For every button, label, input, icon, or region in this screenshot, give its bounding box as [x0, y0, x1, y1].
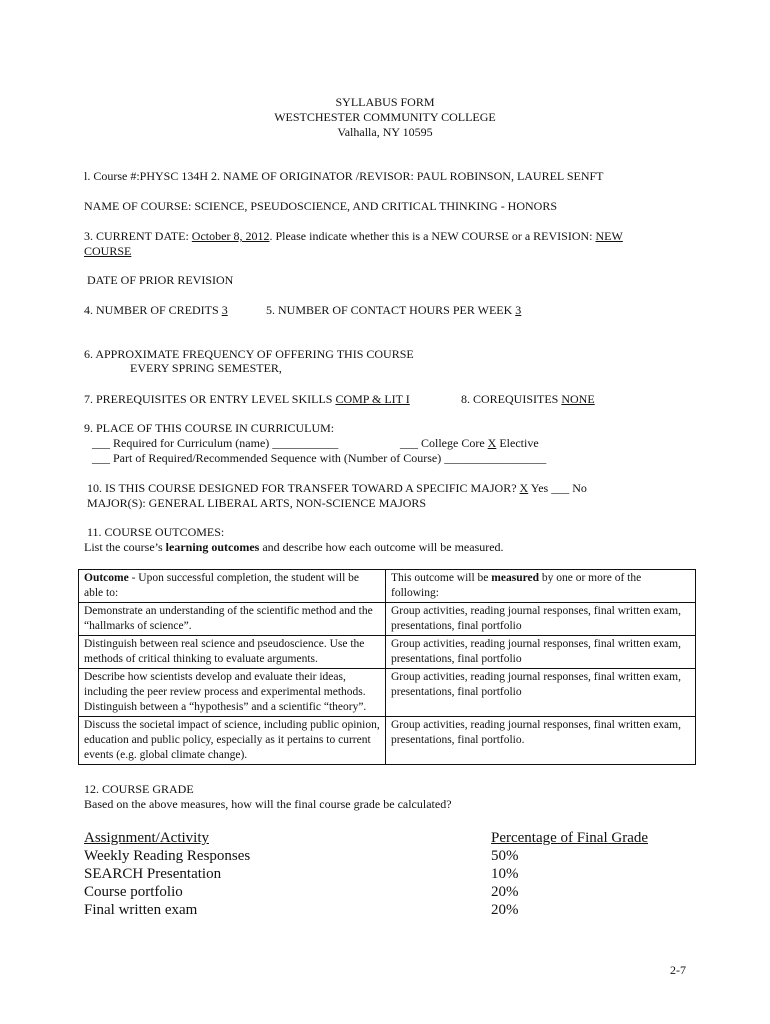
activity-item: Final written exam — [84, 902, 198, 918]
credits-label: 4. NUMBER OF CREDITS — [84, 303, 222, 317]
prerequisites-value: COMP & LIT I — [335, 392, 410, 406]
contact-hours-line — [266, 303, 521, 318]
page-number: 2-7 — [670, 963, 686, 977]
outcomes-header-row — [79, 570, 696, 603]
course-status-question: . Please indicate whether this is a NEW COURSE or a REVISION: — [269, 229, 596, 243]
credits-value: 3 — [221, 303, 228, 317]
activity-item: Course portfolio — [84, 884, 183, 900]
outcome-heading-rest: - Upon successful completion, the student will be able to: — [84, 572, 359, 599]
college-name: WESTCHESTER COMMUNITY COLLEGE — [274, 110, 496, 124]
course-outcomes-instructions — [84, 540, 504, 555]
course-grade-question: Based on the above measures, how will the final course grade be calculated? — [84, 797, 452, 811]
percent-item: 50% — [491, 848, 519, 864]
outcomes-table — [78, 569, 696, 765]
percent-header: Percentage of Final Grade — [491, 830, 649, 846]
curriculum-college-core — [400, 436, 539, 451]
percent-item: 20% — [491, 902, 519, 918]
transfer-yes-mark: X — [519, 481, 529, 495]
contact-hours-value: 3 — [515, 303, 522, 317]
credits-line — [84, 303, 228, 318]
outcomes-header-left — [79, 570, 386, 603]
form-title: SYLLABUS FORM — [335, 95, 435, 109]
measure-cell: Group activities, reading journal responses, final written exam, presentations, final portfolio. — [386, 717, 696, 765]
outcome-cell: Distinguish between real science and pseudoscience. Use the methods of critical thinking to evaluate arguments. — [79, 636, 386, 669]
instructions-text: List the course’s — [84, 540, 166, 554]
elective-label: Elective — [496, 436, 539, 450]
course-status-answer-cont: COURSE — [84, 244, 132, 258]
table-row — [79, 636, 696, 669]
percent-item: 10% — [491, 866, 519, 882]
outcome-cell: Describe how scientists develop and evaluate their ideas, including the peer review process and experimental methods. Distinguish between a “hypothesis” and a scientific “theory”. — [79, 669, 386, 717]
grade-percent-column — [491, 829, 648, 919]
course-number-originator: l. Course #:PHYSC 134H 2. NAME OF ORIGINATOR /REVISOR: PAUL ROBINSON, LAUREL SENFT — [84, 169, 604, 183]
table-row — [79, 717, 696, 765]
activity-header: Assignment/Activity — [84, 830, 209, 846]
current-date-label: 3. CURRENT DATE: — [84, 229, 192, 243]
prerequisites-label: 7. PREREQUISITES OR ENTRY LEVEL SKILLS — [84, 392, 336, 406]
prerequisites-line — [84, 392, 410, 407]
measure-heading-bold: measured — [491, 572, 539, 584]
current-date-line — [84, 229, 623, 244]
frequency-value: EVERY SPRING SEMESTER, — [130, 361, 282, 375]
measure-cell: Group activities, reading journal responses, final written exam, presentations, final portfolio — [386, 603, 696, 636]
measure-cell: Group activities, reading journal responses, final written exam, presentations, final portfolio — [386, 669, 696, 717]
transfer-line — [87, 481, 587, 496]
college-address: Valhalla, NY 10595 — [337, 125, 433, 139]
instructions-bold: learning outcomes — [165, 540, 260, 554]
frequency-label: 6. APPROXIMATE FREQUENCY OF OFFERING THIS COURSE — [84, 347, 414, 361]
grade-activity-column — [84, 829, 250, 919]
activity-item: Weekly Reading Responses — [84, 848, 251, 864]
course-grade-label: 12. COURSE GRADE — [84, 782, 194, 796]
measure-cell: Group activities, reading journal responses, final written exam, presentations, final portfolio — [386, 636, 696, 669]
instructions-text-end: and describe how each outcome will be measured. — [259, 540, 504, 554]
outcome-cell: Discuss the societal impact of science, including public opinion, education and public policy, especially as it pertains to current events (e.g. global climate change). — [79, 717, 386, 765]
table-row — [79, 603, 696, 636]
outcomes-header-right — [386, 570, 696, 603]
current-date-value: October 8, 2012 — [191, 229, 270, 243]
corequisites-value: NONE — [561, 392, 595, 406]
transfer-yes-no: Yes ___ No — [528, 481, 587, 495]
transfer-majors: MAJOR(S): GENERAL LIBERAL ARTS, NON-SCIENCE MAJORS — [87, 496, 427, 510]
curriculum-label: 9. PLACE OF THIS COURSE IN CURRICULUM: — [84, 421, 335, 435]
curriculum-required: ___ Required for Curriculum (name) ___________ — [92, 436, 339, 450]
prior-revision-label: DATE OF PRIOR REVISION — [87, 273, 234, 287]
contact-hours-label: 5. NUMBER OF CONTACT HOURS PER WEEK — [266, 303, 516, 317]
course-outcomes-label: 11. COURSE OUTCOMES: — [87, 525, 225, 539]
course-status-answer: NEW — [595, 229, 623, 243]
table-row — [79, 669, 696, 717]
elective-mark: X — [487, 436, 497, 450]
outcome-heading-bold: Outcome — [84, 572, 129, 584]
corequisites-line — [461, 392, 595, 407]
measure-heading-pre: This outcome will be — [391, 572, 492, 584]
course-name: NAME OF COURSE: SCIENCE, PSEUDOSCIENCE, AND CRITICAL THINKING - HONORS — [84, 199, 558, 213]
transfer-label: 10. IS THIS COURSE DESIGNED FOR TRANSFER TOWARD A SPECIFIC MAJOR? — [87, 481, 520, 495]
percent-item: 20% — [491, 884, 519, 900]
measure-heading-post: by one or more of the following: — [391, 572, 642, 599]
curriculum-sequence: ___ Part of Required/Recommended Sequence with (Number of Course) _________________ — [92, 451, 547, 465]
outcome-cell: Demonstrate an understanding of the scientific method and the “hallmarks of science”. — [79, 603, 386, 636]
corequisites-label: 8. COREQUISITES — [461, 392, 562, 406]
college-core-label: ___ College Core — [400, 436, 488, 450]
activity-item: SEARCH Presentation — [84, 866, 222, 882]
